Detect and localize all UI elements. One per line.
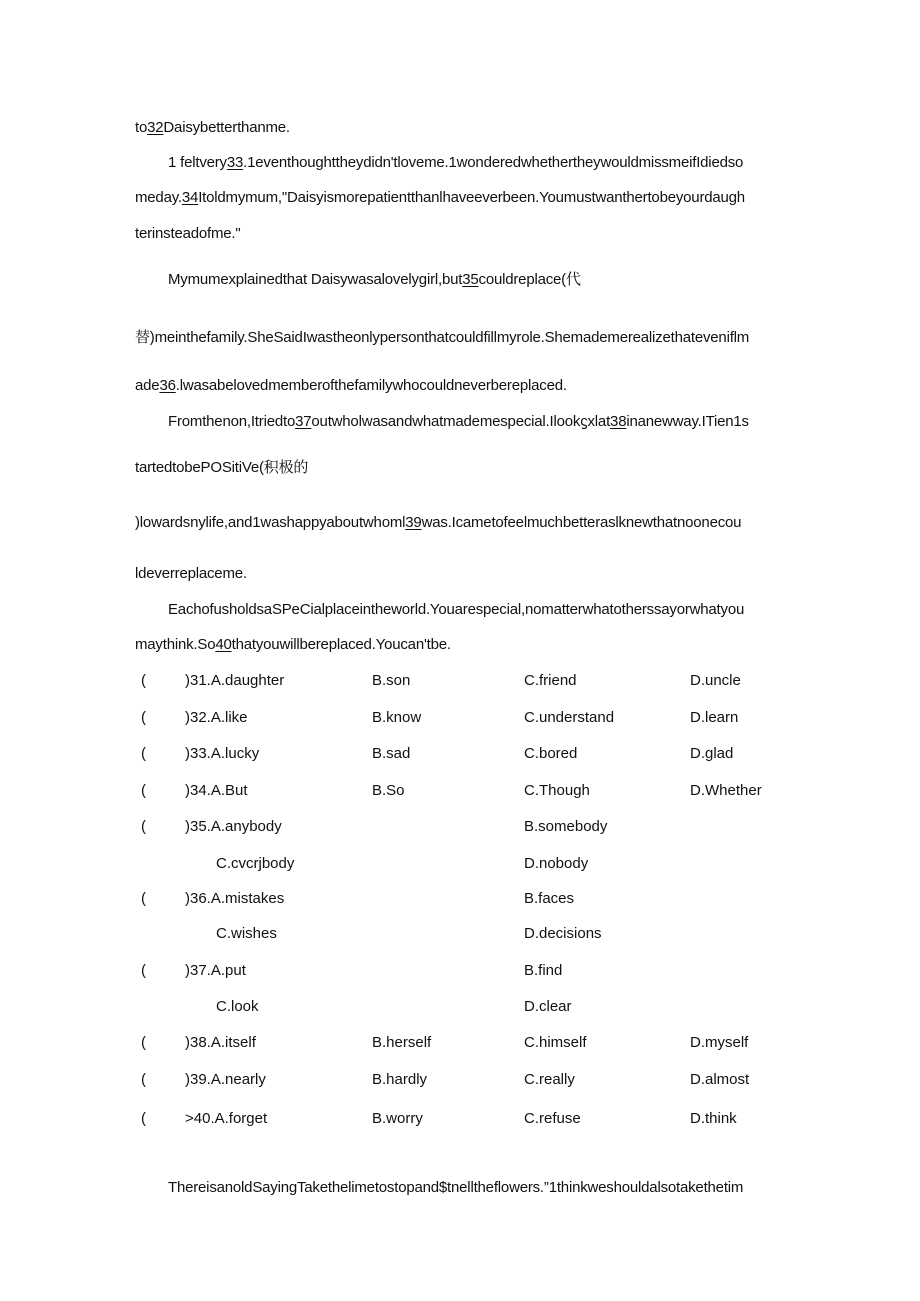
option-c: C.wishes	[216, 925, 277, 942]
answer-paren[interactable]: (	[141, 1034, 146, 1051]
option-b: B.So	[372, 782, 405, 799]
option-d: D.Whether	[690, 782, 762, 799]
answer-paren[interactable]: (	[141, 745, 146, 762]
passage-line-4: terinsteadofme."	[135, 225, 241, 242]
option-c: C.himself	[524, 1034, 587, 1051]
passage-line-3: meday.34Itoldmymum,"Daisyismorepatientthanlhaveeverbeen.Youmustwanthertobeyourdaugh	[135, 189, 745, 206]
option-b: B.faces	[524, 890, 575, 907]
option-a: )33.A.lucky	[185, 745, 260, 762]
option-b: B.somebody	[524, 818, 608, 835]
option-a: )38.A.itself	[185, 1034, 256, 1051]
passage-line-5: Mymumexplainedthat Daisywasalovelygirl,but35couldreplace(代	[168, 271, 581, 288]
option-b: B.worry	[372, 1110, 423, 1127]
option-c: C.understand	[524, 709, 615, 726]
option-c: C.Though	[524, 782, 590, 799]
blank-40: 40	[215, 636, 232, 653]
answer-paren[interactable]: (	[141, 818, 146, 835]
blank-33: 33	[226, 154, 244, 171]
next-passage-line: ThereisanoldSayingTakethelimetostopand$tnelltheflowers.”1thinkweshouldalsotakethetim	[168, 1179, 744, 1196]
option-a: )37.A.put	[185, 962, 246, 979]
blank-36: 36	[159, 377, 176, 394]
option-a: >40.A.forget	[185, 1110, 268, 1127]
option-b: B.sad	[372, 745, 411, 762]
passage-line-12: EachofusholdsaSPeCialplaceintheworld.Youarespecial,nomatterwhatotherssayorwhatyou	[168, 601, 745, 618]
passage-line-13: maythink.So40thatyouwillbereplaced.Youcan'tbe.	[135, 636, 451, 653]
answer-paren[interactable]: (	[141, 782, 146, 799]
option-d: D.almost	[690, 1071, 750, 1088]
passage-line-8: Fromthenon,Itriedto37outwholwasandwhatmademespecial.Ilookϛxlat38inanewway.ITien1s	[168, 413, 749, 430]
option-d: D.decisions	[524, 925, 602, 942]
option-a: )39.A.nearly	[185, 1071, 266, 1088]
passage-line-7: ade36.lwasabelovedmemberofthefamilywhocouldneverbereplaced.	[135, 377, 567, 394]
option-c: C.cvcrjbody	[216, 855, 295, 872]
answer-paren[interactable]: (	[141, 1110, 146, 1127]
option-a: )32.A.like	[185, 709, 248, 726]
option-b: B.find	[524, 962, 563, 979]
option-d: D.myself	[690, 1034, 749, 1051]
option-d: D.learn	[690, 709, 739, 726]
option-a: )36.A.mistakes	[185, 890, 285, 907]
blank-37: 37	[295, 413, 312, 430]
option-b: B.know	[372, 709, 422, 726]
passage-line-11: ldeverreplaceme.	[135, 565, 247, 582]
answer-paren[interactable]: (	[141, 962, 146, 979]
answer-paren[interactable]: (	[141, 890, 146, 907]
answer-paren[interactable]: (	[141, 709, 146, 726]
option-c: C.refuse	[524, 1110, 581, 1127]
passage-line-10: )lowardsnylife,and1washappyaboutwhoml39was.Icametofeelmuchbetteraslknewthatnoonecou	[135, 514, 742, 531]
blank-39: 39	[405, 514, 422, 531]
passage-line-2: 1 feltvery33.1eventhoughttheydidn'tloveme.1wonderedwhethertheywouldmissmeifIdiedso	[168, 154, 744, 171]
option-c: C.really	[524, 1071, 575, 1088]
answer-paren[interactable]: (	[141, 672, 146, 689]
option-a: )34.A.But	[185, 782, 248, 799]
passage-line-9: tartedtobePOSitiVe(积极的	[135, 459, 309, 476]
passage-line-6: 替)meinthefamily.SheSaidIwastheonlypersonthatcouldfillmyrole.Shemademerealizethateveniflm	[135, 329, 750, 346]
option-a: )31.A.daughter	[185, 672, 285, 689]
option-c: C.look	[216, 998, 259, 1015]
option-d: D.glad	[690, 745, 734, 762]
passage-line-1: to32Daisybetterthanme.	[135, 119, 290, 136]
option-b: B.son	[372, 672, 411, 689]
blank-35: 35	[462, 271, 479, 288]
option-d: D.nobody	[524, 855, 589, 872]
option-b: B.hardly	[372, 1071, 428, 1088]
option-a: )35.A.anybody	[185, 818, 282, 835]
answer-paren[interactable]: (	[141, 1071, 146, 1088]
option-d: D.think	[690, 1110, 737, 1127]
option-c: C.friend	[524, 672, 577, 689]
option-d: D.clear	[524, 998, 572, 1015]
option-b: B.herself	[372, 1034, 432, 1051]
blank-38: 38	[610, 413, 627, 430]
option-c: C.bored	[524, 745, 578, 762]
blank-32: 32	[147, 119, 164, 136]
option-d: D.uncle	[690, 672, 741, 689]
blank-34: 34	[181, 189, 199, 206]
